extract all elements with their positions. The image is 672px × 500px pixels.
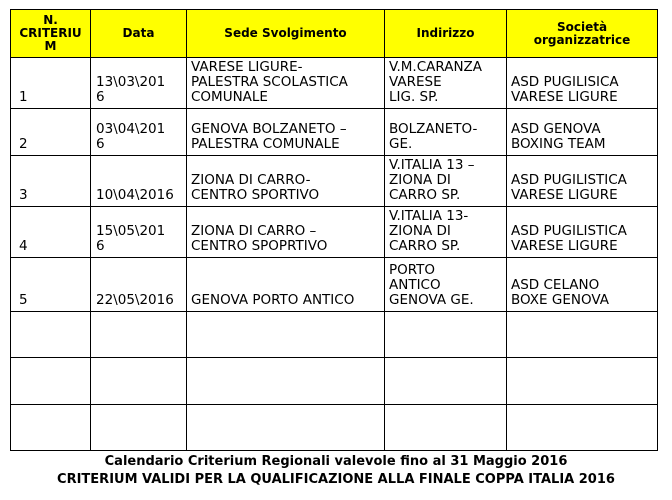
- cell-num: 1: [11, 58, 91, 109]
- empty-cell: [91, 312, 187, 358]
- cell-indirizzo: BOLZANETO- GE.: [385, 109, 507, 156]
- empty-cell: [507, 405, 658, 451]
- cell-indirizzo: PORTO ANTICO GENOVA GE.: [385, 258, 507, 312]
- cell-sede: GENOVA PORTO ANTICO: [187, 258, 385, 312]
- header-societa: Società organizzatrice: [507, 10, 658, 58]
- cell-societa: ASD GENOVA BOXING TEAM: [507, 109, 658, 156]
- empty-cell: [187, 312, 385, 358]
- cell-data: 13\03\201 6: [91, 58, 187, 109]
- header-num: N. CRITERIU M: [11, 10, 91, 58]
- table-row: [11, 207, 658, 258]
- table-row: [11, 58, 658, 109]
- table-row-empty: [11, 358, 658, 405]
- empty-cell: [11, 312, 91, 358]
- table-row-empty: [11, 405, 658, 451]
- cell-sede: ZIONA DI CARRO – CENTRO SPOPRTIVO: [187, 207, 385, 258]
- empty-cell: [385, 312, 507, 358]
- table-row: [11, 109, 658, 156]
- cell-sede: VARESE LIGURE- PALESTRA SCOLASTICA COMUNALE: [187, 58, 385, 109]
- table-row: [11, 156, 658, 207]
- empty-cell: [507, 312, 658, 358]
- empty-cell: [385, 405, 507, 451]
- table-header-row: [11, 10, 658, 58]
- cell-societa: ASD PUGILISTICA VARESE LIGURE: [507, 156, 658, 207]
- cell-data: 03\04\201 6: [91, 109, 187, 156]
- cell-data: 10\04\2016: [91, 156, 187, 207]
- cell-num: 2: [11, 109, 91, 156]
- empty-cell: [385, 358, 507, 405]
- table-row-empty: [11, 312, 658, 358]
- header-sede: Sede Svolgimento: [187, 10, 385, 58]
- cell-num: 3: [11, 156, 91, 207]
- criterium-table: [10, 9, 658, 451]
- header-data: Data: [91, 10, 187, 58]
- table-row: [11, 258, 658, 312]
- cell-societa: ASD PUGILISICA VARESE LIGURE: [507, 58, 658, 109]
- cell-data: 15\05\201 6: [91, 207, 187, 258]
- header-indirizzo: Indirizzo: [385, 10, 507, 58]
- empty-cell: [507, 358, 658, 405]
- empty-cell: [91, 405, 187, 451]
- caption-line-1: Calendario Criterium Regionali valevole fino al 31 Maggio 2016: [104, 454, 568, 469]
- cell-data: 22\05\2016: [91, 258, 187, 312]
- empty-cell: [187, 405, 385, 451]
- empty-cell: [11, 358, 91, 405]
- caption-line-2: CRITERIUM VALIDI PER LA QUALIFICAZIONE ALLA FINALE COPPA ITALIA 2016: [57, 472, 615, 487]
- cell-societa: ASD CELANO BOXE GENOVA: [507, 258, 658, 312]
- cell-indirizzo: V.ITALIA 13- ZIONA DI CARRO SP.: [385, 207, 507, 258]
- cell-sede: ZIONA DI CARRO- CENTRO SPORTIVO: [187, 156, 385, 207]
- cell-societa: ASD PUGILISTICA VARESE LIGURE: [507, 207, 658, 258]
- empty-cell: [187, 358, 385, 405]
- cell-num: 5: [11, 258, 91, 312]
- cell-sede: GENOVA BOLZANETO – PALESTRA COMUNALE: [187, 109, 385, 156]
- cell-indirizzo: V.ITALIA 13 – ZIONA DI CARRO SP.: [385, 156, 507, 207]
- cell-indirizzo: V.M.CARANZA VARESE LIG. SP.: [385, 58, 507, 109]
- empty-cell: [91, 358, 187, 405]
- cell-num: 4: [11, 207, 91, 258]
- empty-cell: [11, 405, 91, 451]
